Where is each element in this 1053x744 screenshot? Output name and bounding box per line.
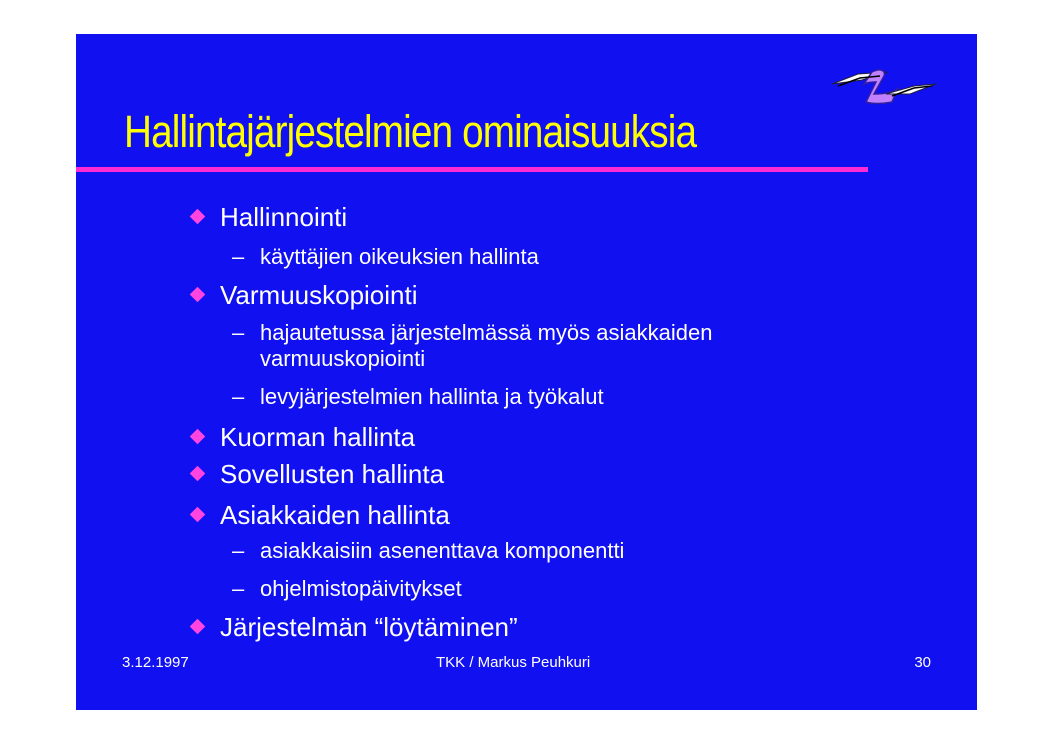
sub-bullet-item [232,384,604,410]
dash-bullet: – [232,244,245,269]
footer-date: 3.12.1997 [122,654,189,671]
sub-bullet-text: asiakkaisiin asenenttava komponentti [260,538,625,563]
sub-bullet-item [232,320,713,346]
bullet-item [220,422,415,453]
diamond-bullet-icon [190,429,206,445]
dash-bullet: – [232,384,245,409]
diamond-bullet-icon [190,619,206,635]
dash-bullet: – [232,576,245,601]
dash-bullet: – [232,538,245,563]
bullet-text: Sovellusten hallinta [220,459,445,489]
sub-bullet-text: varmuuskopiointi [260,346,426,371]
slide-title: Hallintajärjestelmien ominaisuuksia [124,106,697,157]
diamond-bullet-icon [190,466,206,482]
bullet-item [220,500,450,531]
diamond-bullet-icon [190,287,206,303]
bullet-text: Järjestelmän “löytäminen” [220,612,518,642]
diamond-bullet-icon [190,209,206,225]
bullet-text: Asiakkaiden hallinta [220,500,450,530]
sub-bullet-text: levyjärjestelmien hallinta ja työkalut [260,384,604,409]
sub-bullet-item [232,576,462,602]
dash-bullet: – [232,320,245,345]
bullet-item [220,202,347,233]
diamond-bullet-icon [190,507,206,523]
sub-bullet-text: käyttäjien oikeuksien hallinta [260,244,539,269]
bullet-text: Kuorman hallinta [220,422,416,452]
sub-bullet-item [236,346,425,372]
footer-page-number: 30 [914,654,931,671]
sub-bullet-item [232,244,539,270]
bullet-text: Hallinnointi [220,202,348,232]
sub-bullet-item [232,538,625,564]
slide [76,34,977,710]
bullet-item [220,280,418,311]
footer-author: TKK / Markus Peuhkuri [436,654,591,671]
bullet-text: Varmuuskopiointi [220,280,418,310]
sub-bullet-text: ohjelmistopäivitykset [260,576,462,601]
sub-bullet-text: hajautetussa järjestelmässä myös asiakkaiden [260,320,713,345]
bullet-item [220,612,518,643]
bullet-list [76,34,977,710]
bullet-item [220,459,444,490]
